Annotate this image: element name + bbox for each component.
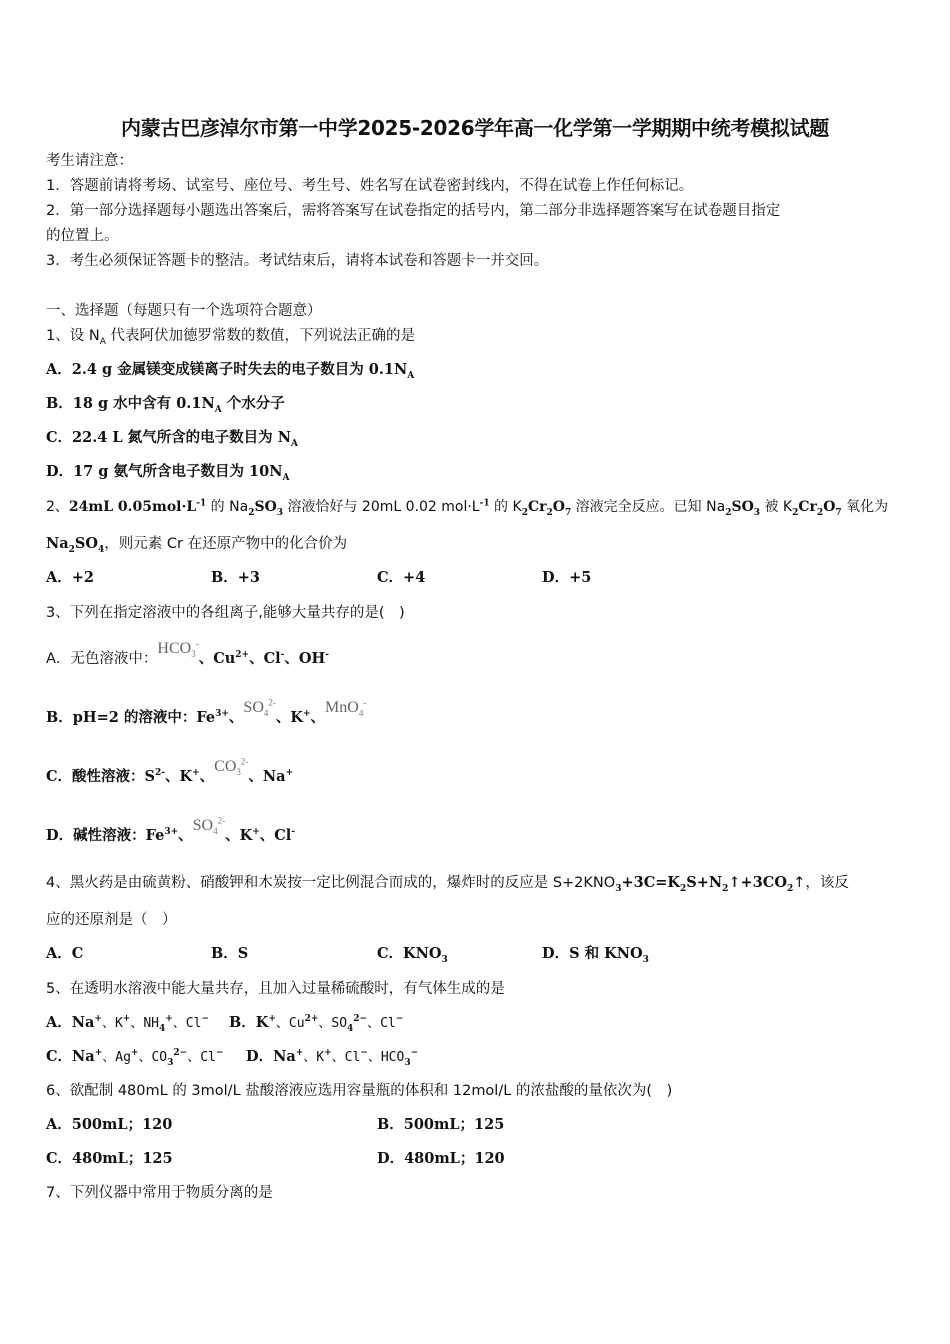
- q5-option-d[interactable]: D．Na+、K+、Cl−、$HCO_3^-$: [246, 1048, 419, 1068]
- question-2-stem-line1: 2、24mL $0.05mol\cdot L^{-1}$ 的 $Na_2SO_3$ 溶液恰好与 20mL 0.02 $mol\cdot L^{-1}$ 的 $K_2Cr_2O_7$ 溶液完全反应。已知 $Na_2SO_3$ 被 $K_2Cr_2O_7$ 氧化为: [46, 498, 889, 518]
- q5-option-c[interactable]: C．Na+、Ag+、$CO_3^{2-}$、Cl−: [46, 1048, 224, 1068]
- question-4-stem-line2: 应的还原剂是（ ）: [46, 912, 177, 928]
- question-7-stem: 7、下列仪器中常用于物质分离的是: [46, 1185, 273, 1201]
- q2-option-d[interactable]: D．+5: [542, 569, 592, 586]
- q2-option-a[interactable]: A．+2: [46, 569, 94, 586]
- q3-option-b[interactable]: B．pH=2 的溶液中：$Fe^{3+}$、$SO_4^{2-}$、K+、MnO$_4$-: [46, 697, 367, 726]
- question-3-stem: 3、下列在指定溶液中的各组离子,能够大量共存的是( ): [46, 605, 405, 621]
- q3-option-c[interactable]: C．酸性溶液：$S^{2-}$、K+、$CO_3^{2-}$、Na+: [46, 756, 294, 785]
- notice-2b: 的位置上。: [46, 228, 119, 244]
- notice-heading: 考生请注意：: [46, 153, 133, 169]
- q2-option-c[interactable]: C．+4: [377, 569, 426, 586]
- q5-option-a[interactable]: A．Na+、K+、$NH_4^+$、Cl−: [46, 1014, 209, 1034]
- question-1-stem: 1、设 $N_A$ 代表阿伏加德罗常数的数值，下列说法正确的是: [46, 328, 415, 347]
- notice-3: 3．考生必须保证答题卡的整洁。考试结束后，请将本试卷和答题卡一并交回。: [46, 253, 549, 269]
- q4-option-a[interactable]: A．C: [46, 945, 84, 962]
- question-6-stem: 6、欲配制 480mL 的 3mol/L 盐酸溶液应选用容量瓶的体积和 12mol/L 的浓盐酸的量依次为( ): [46, 1083, 673, 1099]
- q1-option-d[interactable]: D．17 g 氨气所含电子数目为 $10N_A$: [46, 463, 290, 483]
- q6-option-d[interactable]: D．480mL；120: [377, 1150, 505, 1167]
- q3-option-d[interactable]: D．碱性溶液：$Fe^{3+}$、$SO_4^{2-}$、K+、Cl-: [46, 815, 296, 844]
- q1-option-b[interactable]: B．18 g 水中含有 $0.1N_A$ 个水分子: [46, 395, 285, 415]
- question-2-stem-line2: $Na_2SO_4$，则元素 Cr 在还原产物中的化合价为: [46, 535, 348, 555]
- q3-option-a[interactable]: A．无色溶液中：$HCO_3^-$、$Cu^{2+}$、Cl-、OH-: [46, 638, 330, 667]
- q6-option-b[interactable]: B．500mL；125: [377, 1116, 505, 1133]
- notice-1: 1．答题前请将考场、试室号、座位号、考生号、姓名写在试卷密封线内，不得在试卷上作任何标记。: [46, 178, 694, 194]
- q2-option-b[interactable]: B．+3: [211, 569, 260, 586]
- section-heading: 一、选择题（每题只有一个选项符合题意）: [46, 303, 322, 319]
- q1-option-c[interactable]: C．22.4 L 氮气所含的电子数目为 $N_A$: [46, 429, 298, 449]
- q6-option-c[interactable]: C．480mL；125: [46, 1150, 173, 1167]
- q1-option-a[interactable]: A．2.4 g 金属镁变成镁离子时失去的电子数目为 $0.1N_A$: [46, 361, 415, 381]
- q6-option-a[interactable]: A．500mL；120: [46, 1116, 173, 1133]
- question-5-stem: 5、在透明水溶液中能大量共存，且加入过量稀硫酸时，有气体生成的是: [46, 981, 505, 997]
- question-4-stem-line1: 4、黑火药是由硫黄粉、硝酸钾和木炭按一定比例混合而成的，爆炸时的反应是 $S+2KNO_3+3C=K_2S+N_2↑+3CO_2↑$，该反: [46, 874, 849, 894]
- notice-2a: 2．第一部分选择题每小题选出答案后，需将答案写在试卷指定的括号内，第二部分非选择题答案写在试卷题目指定: [46, 203, 781, 219]
- q5-option-b[interactable]: B．K+、$Cu^{2+}$、$SO_4^{2-}$、Cl−: [229, 1014, 404, 1034]
- q4-option-b[interactable]: B．S: [211, 945, 249, 962]
- q4-option-d[interactable]: D．S 和 $KNO_3$: [542, 945, 649, 965]
- paper-title: 内蒙古巴彦淖尔市第一中学2025-2026学年高一化学第一学期期中统考模拟试题: [121, 116, 829, 140]
- q4-option-c[interactable]: C．$KNO_3$: [377, 945, 448, 965]
